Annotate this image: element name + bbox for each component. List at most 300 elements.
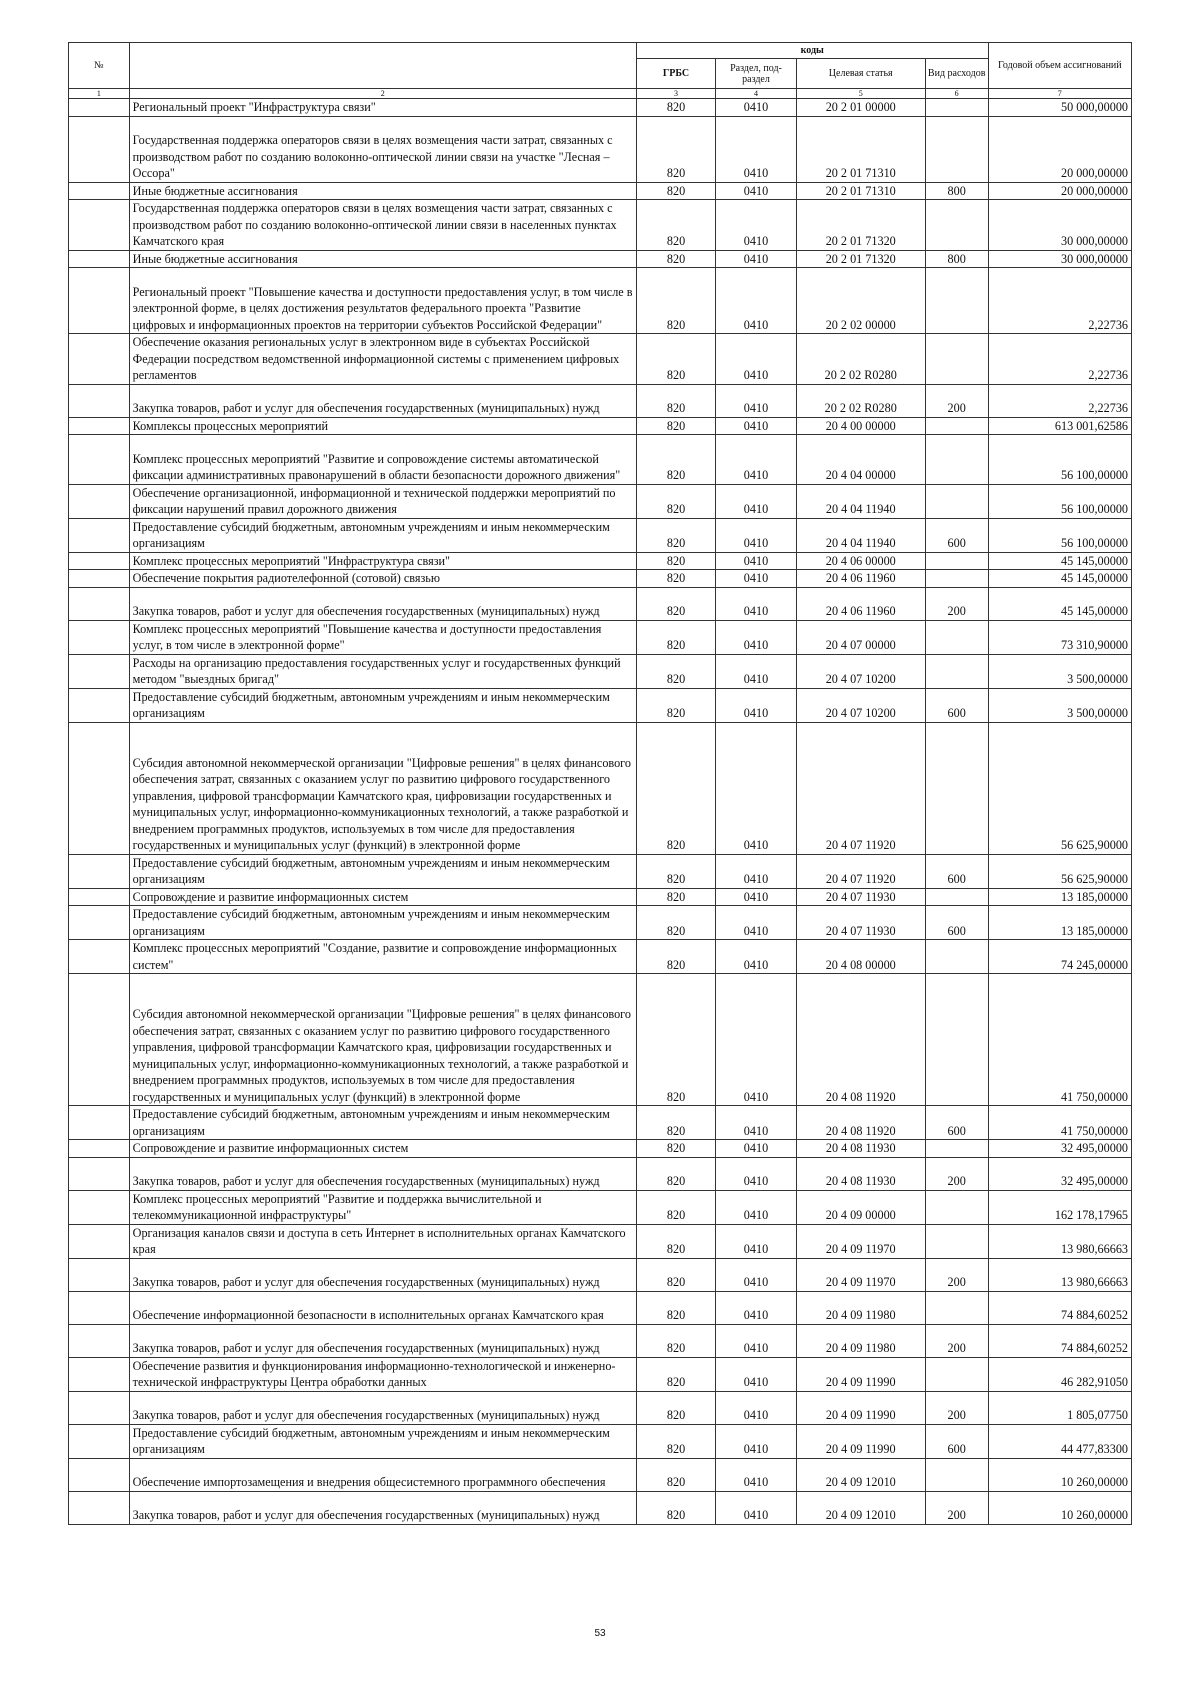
row-grbs-cell: 820 bbox=[636, 552, 715, 570]
table-body bbox=[69, 99, 1132, 1525]
row-expense-type-cell bbox=[925, 888, 988, 906]
row-number-cell bbox=[69, 417, 130, 435]
row-name-cell: Обеспечение покрытия радиотелефонной (сотовой) связью bbox=[129, 570, 636, 588]
row-target-cell: 20 4 04 11940 bbox=[796, 518, 925, 552]
page-number: 53 bbox=[594, 1628, 606, 1639]
row-number-cell bbox=[69, 654, 130, 688]
row-section-cell: 0410 bbox=[716, 1491, 796, 1524]
row-amount-cell: 30 000,00000 bbox=[988, 200, 1131, 251]
column-number-row bbox=[69, 89, 1132, 99]
row-amount-cell: 74 884,60252 bbox=[988, 1324, 1131, 1357]
row-number-cell bbox=[69, 182, 130, 200]
row-grbs-cell: 820 bbox=[636, 1424, 715, 1458]
row-expense-type-cell: 600 bbox=[925, 688, 988, 722]
row-name-cell: Закупка товаров, работ и услуг для обеспечения государственных (муниципальных) нужд bbox=[129, 1491, 636, 1524]
row-amount-cell: 13 185,00000 bbox=[988, 906, 1131, 940]
table-row bbox=[69, 940, 1132, 974]
row-section-cell: 0410 bbox=[716, 654, 796, 688]
table-row bbox=[69, 906, 1132, 940]
row-number-cell bbox=[69, 1458, 130, 1491]
row-expense-type-cell bbox=[925, 570, 988, 588]
row-number-cell bbox=[69, 484, 130, 518]
row-number-cell bbox=[69, 1291, 130, 1324]
row-amount-cell: 73 310,90000 bbox=[988, 620, 1131, 654]
row-expense-type-cell bbox=[925, 200, 988, 251]
row-expense-type-cell bbox=[925, 620, 988, 654]
row-name-cell: Региональный проект "Повышение качества и доступности предоставления услуг, в том числе в электронной форме, в целях достижения результатов федерального проекта "Развитие цифровых и информационных проектов на территории субъектов Российской Федерации" bbox=[129, 268, 636, 334]
row-expense-type-cell bbox=[925, 1190, 988, 1224]
row-number-cell bbox=[69, 854, 130, 888]
table-row bbox=[69, 620, 1132, 654]
row-section-cell: 0410 bbox=[716, 620, 796, 654]
row-grbs-cell: 820 bbox=[636, 417, 715, 435]
row-name-cell: Закупка товаров, работ и услуг для обеспечения государственных (муниципальных) нужд bbox=[129, 384, 636, 417]
row-target-cell: 20 4 07 11930 bbox=[796, 888, 925, 906]
row-grbs-cell: 820 bbox=[636, 268, 715, 334]
row-section-cell: 0410 bbox=[716, 552, 796, 570]
row-name-cell: Субсидия автономной некоммерческой организации "Цифровые решения" в целях финансового обеспечения затрат, связанных с оказанием услуг по развитию цифрового государственного управления, цифровой трансформации Камчатского края, цифровизации государственных и муниципальных услуг, информационно-коммуникационных технологий, а также разработкой и внедрением программных продуктов, используемых в том числе для предоставления государственных и муниципальных услуг (функций) в электронной форме bbox=[129, 974, 636, 1106]
row-name-cell: Закупка товаров, работ и услуг для обеспечения государственных (муниципальных) нужд bbox=[129, 1157, 636, 1190]
row-target-cell: 20 2 02 R0280 bbox=[796, 334, 925, 385]
row-name-cell: Государственная поддержка операторов связи в целях возмещения части затрат, связанных с производством работ по созданию волоконно-оптической линии связи в населенных пунктах Камчатского края bbox=[129, 200, 636, 251]
row-amount-cell: 32 495,00000 bbox=[988, 1140, 1131, 1158]
row-grbs-cell: 820 bbox=[636, 182, 715, 200]
row-target-cell: 20 4 06 11960 bbox=[796, 587, 925, 620]
row-amount-cell: 46 282,91050 bbox=[988, 1357, 1131, 1391]
row-amount-cell: 41 750,00000 bbox=[988, 974, 1131, 1106]
table-row bbox=[69, 99, 1132, 117]
row-section-cell: 0410 bbox=[716, 974, 796, 1106]
row-section-cell: 0410 bbox=[716, 384, 796, 417]
row-section-cell: 0410 bbox=[716, 1190, 796, 1224]
row-name-cell: Закупка товаров, работ и услуг для обеспечения государственных (муниципальных) нужд bbox=[129, 1391, 636, 1424]
row-target-cell: 20 4 06 11960 bbox=[796, 570, 925, 588]
table-row bbox=[69, 435, 1132, 485]
row-number-cell bbox=[69, 384, 130, 417]
row-name-cell: Обеспечение развития и функционирования информационно-технологической и инженерно-технической инфраструктуры Центра обработки данных bbox=[129, 1357, 636, 1391]
row-name-cell: Предоставление субсидий бюджетным, автономным учреждениям и иным некоммерческим организациям bbox=[129, 1424, 636, 1458]
row-amount-cell: 30 000,00000 bbox=[988, 250, 1131, 268]
row-amount-cell: 56 100,00000 bbox=[988, 484, 1131, 518]
table-row bbox=[69, 888, 1132, 906]
row-number-cell bbox=[69, 1106, 130, 1140]
table-row bbox=[69, 570, 1132, 588]
row-target-cell: 20 2 02 R0280 bbox=[796, 384, 925, 417]
row-amount-cell: 613 001,62586 bbox=[988, 417, 1131, 435]
row-name-cell: Иные бюджетные ассигнования bbox=[129, 182, 636, 200]
row-target-cell: 20 4 07 11920 bbox=[796, 854, 925, 888]
table-row bbox=[69, 1258, 1132, 1291]
row-amount-cell: 56 100,00000 bbox=[988, 518, 1131, 552]
row-name-cell: Предоставление субсидий бюджетным, автономным учреждениям и иным некоммерческим организациям bbox=[129, 688, 636, 722]
row-target-cell: 20 2 01 00000 bbox=[796, 99, 925, 117]
table-row bbox=[69, 654, 1132, 688]
row-number-cell bbox=[69, 200, 130, 251]
row-target-cell: 20 4 09 11980 bbox=[796, 1324, 925, 1357]
row-section-cell: 0410 bbox=[716, 99, 796, 117]
row-grbs-cell: 820 bbox=[636, 435, 715, 485]
row-amount-cell: 45 145,00000 bbox=[988, 587, 1131, 620]
row-expense-type-cell: 200 bbox=[925, 1391, 988, 1424]
row-expense-type-cell bbox=[925, 1357, 988, 1391]
row-amount-cell: 13 980,66663 bbox=[988, 1224, 1131, 1258]
table-row bbox=[69, 1224, 1132, 1258]
row-grbs-cell: 820 bbox=[636, 722, 715, 854]
row-number-cell bbox=[69, 1140, 130, 1158]
row-expense-type-cell: 600 bbox=[925, 1424, 988, 1458]
row-name-cell: Государственная поддержка операторов связи в целях возмещения части затрат, связанных с производством работ по созданию волоконно-оптической линии связи на участке "Лесная – Оссора" bbox=[129, 116, 636, 182]
row-target-cell: 20 4 04 11940 bbox=[796, 484, 925, 518]
row-amount-cell: 3 500,00000 bbox=[988, 654, 1131, 688]
row-number-cell bbox=[69, 552, 130, 570]
table-row bbox=[69, 334, 1132, 385]
row-target-cell: 20 4 08 11920 bbox=[796, 1106, 925, 1140]
row-section-cell: 0410 bbox=[716, 268, 796, 334]
table-row bbox=[69, 268, 1132, 334]
row-grbs-cell: 820 bbox=[636, 334, 715, 385]
row-section-cell: 0410 bbox=[716, 417, 796, 435]
row-amount-cell: 10 260,00000 bbox=[988, 1491, 1131, 1524]
row-section-cell: 0410 bbox=[716, 1140, 796, 1158]
col-num-2: 2 bbox=[129, 89, 636, 99]
table-row bbox=[69, 1458, 1132, 1491]
row-name-cell: Предоставление субсидий бюджетным, автономным учреждениям и иным некоммерческим организациям bbox=[129, 854, 636, 888]
row-expense-type-cell bbox=[925, 435, 988, 485]
row-target-cell: 20 4 09 12010 bbox=[796, 1491, 925, 1524]
header-name bbox=[129, 43, 636, 89]
col-num-6: 6 bbox=[925, 89, 988, 99]
row-section-cell: 0410 bbox=[716, 250, 796, 268]
table-row bbox=[69, 1391, 1132, 1424]
row-name-cell: Предоставление субсидий бюджетным, автономным учреждениям и иным некоммерческим организациям bbox=[129, 1106, 636, 1140]
row-name-cell: Предоставление субсидий бюджетным, автономным учреждениям и иным некоммерческим организациям bbox=[129, 906, 636, 940]
col-num-1: 1 bbox=[69, 89, 130, 99]
table-row bbox=[69, 1106, 1132, 1140]
row-target-cell: 20 4 07 11920 bbox=[796, 722, 925, 854]
row-expense-type-cell bbox=[925, 1224, 988, 1258]
header-codes: коды bbox=[636, 43, 988, 59]
header-grbs: ГРБС bbox=[636, 59, 715, 89]
row-section-cell: 0410 bbox=[716, 200, 796, 251]
row-target-cell: 20 4 08 11920 bbox=[796, 974, 925, 1106]
row-grbs-cell: 820 bbox=[636, 688, 715, 722]
table-row bbox=[69, 974, 1132, 1106]
row-name-cell: Обеспечение оказания региональных услуг в электронном виде в субъектах Российской Федерации посредством ведомственной информационной системы с применением цифровых регламентов bbox=[129, 334, 636, 385]
row-amount-cell: 56 100,00000 bbox=[988, 435, 1131, 485]
row-section-cell: 0410 bbox=[716, 182, 796, 200]
row-amount-cell: 13 185,00000 bbox=[988, 888, 1131, 906]
row-expense-type-cell bbox=[925, 99, 988, 117]
row-amount-cell: 162 178,17965 bbox=[988, 1190, 1131, 1224]
row-number-cell bbox=[69, 906, 130, 940]
col-num-5: 5 bbox=[796, 89, 925, 99]
header-section: Раздел, под-раздел bbox=[716, 59, 796, 89]
row-section-cell: 0410 bbox=[716, 1391, 796, 1424]
row-expense-type-cell: 800 bbox=[925, 250, 988, 268]
row-section-cell: 0410 bbox=[716, 1291, 796, 1324]
row-expense-type-cell bbox=[925, 334, 988, 385]
row-grbs-cell: 820 bbox=[636, 484, 715, 518]
row-grbs-cell: 820 bbox=[636, 1391, 715, 1424]
row-name-cell: Комплексы процессных мероприятий bbox=[129, 417, 636, 435]
row-section-cell: 0410 bbox=[716, 888, 796, 906]
col-num-4: 4 bbox=[716, 89, 796, 99]
row-target-cell: 20 4 09 11970 bbox=[796, 1258, 925, 1291]
row-grbs-cell: 820 bbox=[636, 974, 715, 1106]
row-name-cell: Закупка товаров, работ и услуг для обеспечения государственных (муниципальных) нужд bbox=[129, 1324, 636, 1357]
row-number-cell bbox=[69, 518, 130, 552]
row-expense-type-cell bbox=[925, 417, 988, 435]
row-amount-cell: 20 000,00000 bbox=[988, 116, 1131, 182]
row-target-cell: 20 4 06 00000 bbox=[796, 552, 925, 570]
row-amount-cell: 45 145,00000 bbox=[988, 570, 1131, 588]
row-target-cell: 20 4 08 11930 bbox=[796, 1157, 925, 1190]
row-amount-cell: 20 000,00000 bbox=[988, 182, 1131, 200]
row-grbs-cell: 820 bbox=[636, 587, 715, 620]
row-section-cell: 0410 bbox=[716, 334, 796, 385]
row-expense-type-cell bbox=[925, 1140, 988, 1158]
row-name-cell: Региональный проект "Инфраструктура связи" bbox=[129, 99, 636, 117]
table-row bbox=[69, 1157, 1132, 1190]
row-grbs-cell: 820 bbox=[636, 200, 715, 251]
table-row bbox=[69, 484, 1132, 518]
row-target-cell: 20 4 07 11930 bbox=[796, 906, 925, 940]
row-number-cell bbox=[69, 116, 130, 182]
row-target-cell: 20 4 08 11930 bbox=[796, 1140, 925, 1158]
row-number-cell bbox=[69, 620, 130, 654]
row-grbs-cell: 820 bbox=[636, 1258, 715, 1291]
row-name-cell: Обеспечение информационной безопасности в исполнительных органах Камчатского края bbox=[129, 1291, 636, 1324]
row-number-cell bbox=[69, 688, 130, 722]
row-amount-cell: 74 884,60252 bbox=[988, 1291, 1131, 1324]
row-number-cell bbox=[69, 1424, 130, 1458]
row-number-cell bbox=[69, 435, 130, 485]
row-number-cell bbox=[69, 570, 130, 588]
row-amount-cell: 56 625,90000 bbox=[988, 854, 1131, 888]
table-row bbox=[69, 1190, 1132, 1224]
table-row bbox=[69, 250, 1132, 268]
row-name-cell: Обеспечение организационной, информационной и технической поддержки мероприятий по фиксации нарушений правил дорожного движения bbox=[129, 484, 636, 518]
row-amount-cell: 45 145,00000 bbox=[988, 552, 1131, 570]
row-grbs-cell: 820 bbox=[636, 620, 715, 654]
row-number-cell bbox=[69, 1157, 130, 1190]
row-target-cell: 20 4 09 11990 bbox=[796, 1424, 925, 1458]
row-target-cell: 20 2 01 71320 bbox=[796, 200, 925, 251]
table-row bbox=[69, 200, 1132, 251]
row-name-cell: Сопровождение и развитие информационных систем bbox=[129, 1140, 636, 1158]
row-expense-type-cell: 200 bbox=[925, 1324, 988, 1357]
row-amount-cell: 41 750,00000 bbox=[988, 1106, 1131, 1140]
row-target-cell: 20 4 09 11990 bbox=[796, 1391, 925, 1424]
row-target-cell: 20 4 09 00000 bbox=[796, 1190, 925, 1224]
table-row bbox=[69, 1491, 1132, 1524]
row-number-cell bbox=[69, 1357, 130, 1391]
row-number-cell bbox=[69, 1391, 130, 1424]
row-target-cell: 20 4 09 11980 bbox=[796, 1291, 925, 1324]
row-amount-cell: 10 260,00000 bbox=[988, 1458, 1131, 1491]
table-header bbox=[69, 43, 1132, 99]
row-grbs-cell: 820 bbox=[636, 1357, 715, 1391]
row-grbs-cell: 820 bbox=[636, 384, 715, 417]
row-grbs-cell: 820 bbox=[636, 1324, 715, 1357]
row-section-cell: 0410 bbox=[716, 435, 796, 485]
header-target: Целевая статья bbox=[796, 59, 925, 89]
row-name-cell: Закупка товаров, работ и услуг для обеспечения государственных (муниципальных) нужд bbox=[129, 1258, 636, 1291]
row-section-cell: 0410 bbox=[716, 722, 796, 854]
row-grbs-cell: 820 bbox=[636, 1157, 715, 1190]
header-annual: Годовой объем ассигнований bbox=[988, 43, 1131, 89]
row-amount-cell: 3 500,00000 bbox=[988, 688, 1131, 722]
row-number-cell bbox=[69, 974, 130, 1106]
row-amount-cell: 13 980,66663 bbox=[988, 1258, 1131, 1291]
row-grbs-cell: 820 bbox=[636, 99, 715, 117]
row-number-cell bbox=[69, 722, 130, 854]
header-expense-type: Вид расходов bbox=[925, 59, 988, 89]
row-amount-cell: 1 805,07750 bbox=[988, 1391, 1131, 1424]
row-grbs-cell: 820 bbox=[636, 1106, 715, 1140]
row-number-cell bbox=[69, 334, 130, 385]
row-section-cell: 0410 bbox=[716, 1324, 796, 1357]
row-target-cell: 20 4 08 00000 bbox=[796, 940, 925, 974]
row-section-cell: 0410 bbox=[716, 1357, 796, 1391]
table-row bbox=[69, 417, 1132, 435]
row-expense-type-cell bbox=[925, 1291, 988, 1324]
col-num-7: 7 bbox=[988, 89, 1131, 99]
row-amount-cell: 44 477,83300 bbox=[988, 1424, 1131, 1458]
row-expense-type-cell: 200 bbox=[925, 1258, 988, 1291]
row-target-cell: 20 4 09 12010 bbox=[796, 1458, 925, 1491]
row-target-cell: 20 4 00 00000 bbox=[796, 417, 925, 435]
row-grbs-cell: 820 bbox=[636, 1491, 715, 1524]
table-row bbox=[69, 1424, 1132, 1458]
row-expense-type-cell: 800 bbox=[925, 182, 988, 200]
row-amount-cell: 50 000,00000 bbox=[988, 99, 1131, 117]
row-number-cell bbox=[69, 1224, 130, 1258]
row-section-cell: 0410 bbox=[716, 1224, 796, 1258]
row-grbs-cell: 820 bbox=[636, 888, 715, 906]
table-row bbox=[69, 722, 1132, 854]
row-expense-type-cell bbox=[925, 484, 988, 518]
row-target-cell: 20 2 01 71310 bbox=[796, 182, 925, 200]
row-grbs-cell: 820 bbox=[636, 116, 715, 182]
row-name-cell: Сопровождение и развитие информационных систем bbox=[129, 888, 636, 906]
row-section-cell: 0410 bbox=[716, 116, 796, 182]
row-grbs-cell: 820 bbox=[636, 518, 715, 552]
row-expense-type-cell bbox=[925, 940, 988, 974]
row-name-cell: Комплекс процессных мероприятий "Инфраструктура связи" bbox=[129, 552, 636, 570]
row-expense-type-cell bbox=[925, 654, 988, 688]
row-section-cell: 0410 bbox=[716, 1157, 796, 1190]
row-target-cell: 20 2 01 71310 bbox=[796, 116, 925, 182]
row-expense-type-cell: 200 bbox=[925, 587, 988, 620]
row-grbs-cell: 820 bbox=[636, 654, 715, 688]
row-number-cell bbox=[69, 250, 130, 268]
row-section-cell: 0410 bbox=[716, 1458, 796, 1491]
row-expense-type-cell: 200 bbox=[925, 1491, 988, 1524]
row-amount-cell: 2,22736 bbox=[988, 384, 1131, 417]
row-section-cell: 0410 bbox=[716, 854, 796, 888]
row-number-cell bbox=[69, 1324, 130, 1357]
row-amount-cell: 56 625,90000 bbox=[988, 722, 1131, 854]
row-expense-type-cell bbox=[925, 268, 988, 334]
row-name-cell: Закупка товаров, работ и услуг для обеспечения государственных (муниципальных) нужд bbox=[129, 587, 636, 620]
row-name-cell: Субсидия автономной некоммерческой организации "Цифровые решения" в целях финансового обеспечения затрат, связанных с оказанием услуг по развитию цифрового государственного управления, цифровой трансформации Камчатского края, цифровизации государственных и муниципальных услуг, информационно-коммуникационных технологий, а также разработкой и внедрением программных продуктов, используемых в том числе для предоставления государственных и муниципальных услуг (функций) в электронной форме bbox=[129, 722, 636, 854]
row-target-cell: 20 4 07 00000 bbox=[796, 620, 925, 654]
row-number-cell bbox=[69, 1190, 130, 1224]
row-section-cell: 0410 bbox=[716, 587, 796, 620]
table-row bbox=[69, 116, 1132, 182]
row-amount-cell: 74 245,00000 bbox=[988, 940, 1131, 974]
budget-table bbox=[68, 42, 1132, 1525]
row-number-cell bbox=[69, 587, 130, 620]
row-grbs-cell: 820 bbox=[636, 906, 715, 940]
row-expense-type-cell: 200 bbox=[925, 384, 988, 417]
row-target-cell: 20 4 04 00000 bbox=[796, 435, 925, 485]
row-expense-type-cell bbox=[925, 722, 988, 854]
row-grbs-cell: 820 bbox=[636, 854, 715, 888]
table-row bbox=[69, 552, 1132, 570]
table-row bbox=[69, 1357, 1132, 1391]
row-name-cell: Комплекс процессных мероприятий "Создание, развитие и сопровождение информационных систем" bbox=[129, 940, 636, 974]
row-number-cell bbox=[69, 99, 130, 117]
row-amount-cell: 2,22736 bbox=[988, 268, 1131, 334]
table-row bbox=[69, 384, 1132, 417]
table-row bbox=[69, 1291, 1132, 1324]
row-section-cell: 0410 bbox=[716, 1424, 796, 1458]
row-grbs-cell: 820 bbox=[636, 940, 715, 974]
row-grbs-cell: 820 bbox=[636, 1291, 715, 1324]
row-section-cell: 0410 bbox=[716, 518, 796, 552]
row-name-cell: Иные бюджетные ассигнования bbox=[129, 250, 636, 268]
row-name-cell: Организация каналов связи и доступа в сеть Интернет в исполнительных органах Камчатского края bbox=[129, 1224, 636, 1258]
row-expense-type-cell bbox=[925, 552, 988, 570]
row-name-cell: Обеспечение импортозамещения и внедрения общесистемного программного обеспечения bbox=[129, 1458, 636, 1491]
table-row bbox=[69, 587, 1132, 620]
table-row bbox=[69, 1140, 1132, 1158]
table-row bbox=[69, 1324, 1132, 1357]
row-grbs-cell: 820 bbox=[636, 1190, 715, 1224]
row-grbs-cell: 820 bbox=[636, 250, 715, 268]
row-section-cell: 0410 bbox=[716, 940, 796, 974]
row-expense-type-cell bbox=[925, 974, 988, 1106]
row-number-cell bbox=[69, 268, 130, 334]
table-row bbox=[69, 854, 1132, 888]
row-amount-cell: 2,22736 bbox=[988, 334, 1131, 385]
row-name-cell: Предоставление субсидий бюджетным, автономным учреждениям и иным некоммерческим организациям bbox=[129, 518, 636, 552]
header-no: № bbox=[69, 43, 130, 89]
row-expense-type-cell: 600 bbox=[925, 854, 988, 888]
row-number-cell bbox=[69, 1258, 130, 1291]
row-amount-cell: 32 495,00000 bbox=[988, 1157, 1131, 1190]
row-section-cell: 0410 bbox=[716, 1106, 796, 1140]
table-row bbox=[69, 182, 1132, 200]
row-target-cell: 20 2 02 00000 bbox=[796, 268, 925, 334]
row-name-cell: Комплекс процессных мероприятий "Повышение качества и доступности предоставления услуг, в том числе в электронной форме" bbox=[129, 620, 636, 654]
row-target-cell: 20 4 07 10200 bbox=[796, 688, 925, 722]
table-row bbox=[69, 688, 1132, 722]
row-name-cell: Комплекс процессных мероприятий "Развитие и сопровождение системы автоматической фиксации административных правонарушений в области безопасности дорожного движения" bbox=[129, 435, 636, 485]
row-target-cell: 20 4 09 11970 bbox=[796, 1224, 925, 1258]
row-number-cell bbox=[69, 1491, 130, 1524]
row-expense-type-cell bbox=[925, 116, 988, 182]
row-target-cell: 20 4 09 11990 bbox=[796, 1357, 925, 1391]
row-grbs-cell: 820 bbox=[636, 1224, 715, 1258]
row-name-cell: Комплекс процессных мероприятий "Развитие и поддержка вычислительной и телекоммуникационной инфраструктуры" bbox=[129, 1190, 636, 1224]
row-expense-type-cell: 600 bbox=[925, 518, 988, 552]
row-section-cell: 0410 bbox=[716, 570, 796, 588]
row-number-cell bbox=[69, 888, 130, 906]
row-grbs-cell: 820 bbox=[636, 570, 715, 588]
